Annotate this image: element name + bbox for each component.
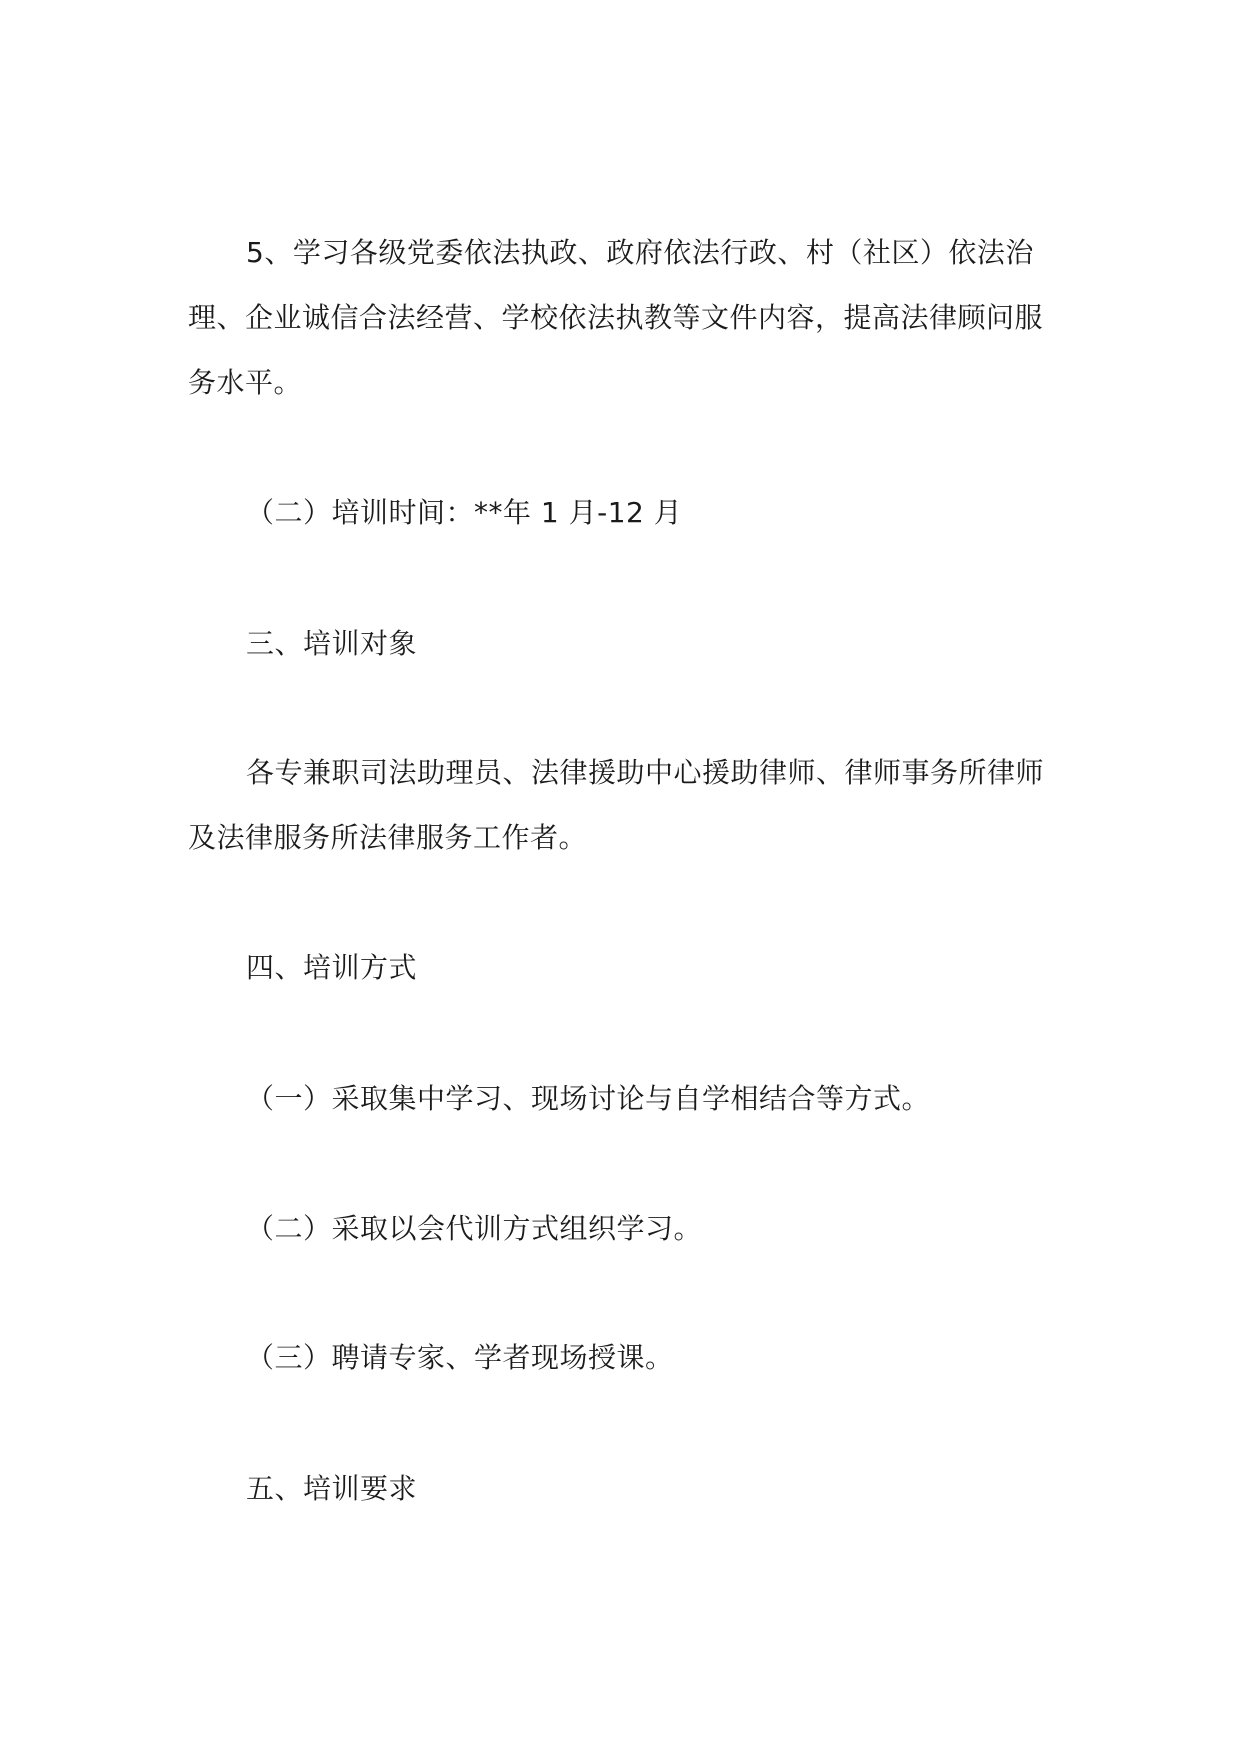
paragraph-training-time: （二）培训时间：**年 1 月-12 月 [246, 496, 683, 529]
heading-training-requirements: 五、培训要求 [246, 1472, 418, 1505]
paragraph-target-description: 各专兼职司法助理员、法律援助中心援助律师、律师事务所律师及法律服务所法律服务工作者。 [188, 756, 1045, 854]
paragraph-method-two: （二）采取以会代训方式组织学习。 [246, 1212, 703, 1245]
paragraph-study-documents: 5、学习各级党委依法执政、政府依法行政、村（社区）依法治理、企业诚信合法经营、学校依法执教等文件内容，提高法律顾问服务水平。 [188, 236, 1044, 399]
paragraph-method-one: （一）采取集中学习、现场讨论与自学相结合等方式。 [246, 1082, 931, 1115]
paragraph-method-three: （三）聘请专家、学者现场授课。 [246, 1341, 674, 1374]
heading-training-target: 三、培训对象 [246, 627, 418, 660]
heading-training-method: 四、培训方式 [246, 951, 418, 984]
